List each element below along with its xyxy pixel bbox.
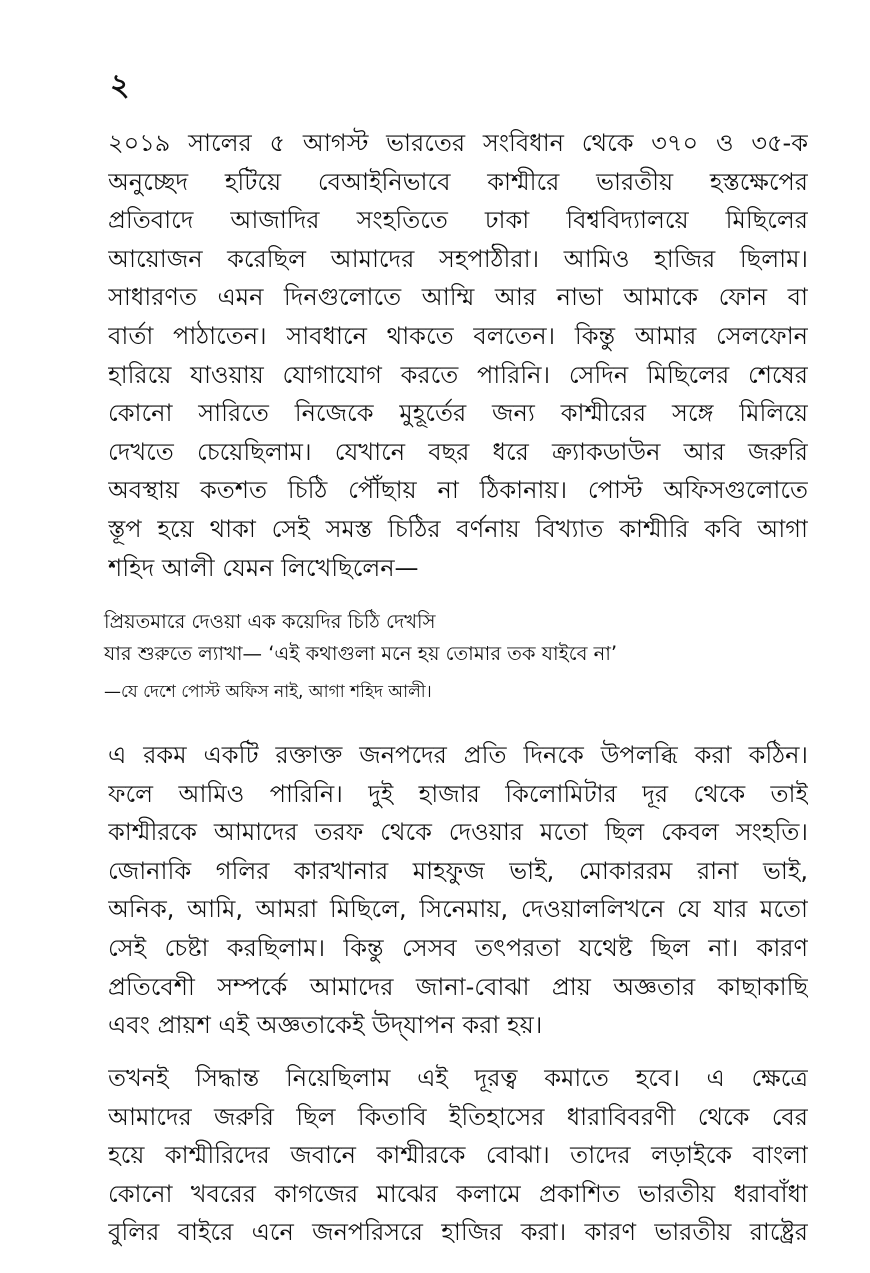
text-line: ২০১৯ সালের ৫ আগস্ট ভারতের সংবিধান থেকে ৩৭০ ও ৩৫-ক [108, 129, 808, 157]
text-line: সাধারণত এমন দিনগুলোতে আম্মি আর নাভা আমাকে ফোন বা [108, 283, 808, 312]
text-line: ফলে আমিও পারিনি। দুই হাজার কিলোমিটার দূর থেকে তাই [108, 779, 808, 808]
text-line: অবস্থায় কতশত চিঠি পৌঁছায় না ঠিকানায়। পোস্ট অফিসগুলোতে [108, 476, 808, 505]
text-line: সেই চেষ্টা করছিলাম। কিন্তু সেসব তৎপরতা যথেষ্ট ছিল না। কারণ [108, 933, 808, 962]
text-line: কোনো সারিতে নিজেকে মুহূর্তের জন্য কাশ্মীরের সঙ্গে মিলিয়ে [108, 399, 808, 428]
text-line: অনিক, আমি, আমরা মিছিলে, সিনেমায়, দেওয়াললিখনে যে যার মতো [108, 895, 808, 924]
text-line: প্রতিবেশী সম্পর্কে আমাদের জানা-বোঝা প্রায় অজ্ঞতার কাছাকাছি [108, 972, 808, 1001]
paragraph-1 [108, 124, 808, 587]
paragraph-2 [108, 736, 808, 1045]
text-line: শহিদ আলী যেমন লিখেছিলেন— [108, 553, 419, 582]
poem-quote [104, 606, 804, 706]
paragraph-3 [108, 1059, 808, 1252]
text-line: তখনই সিদ্ধান্ত নিয়েছিলাম এই দূরত্ব কমাতে হবে। এ ক্ষেত্রে [108, 1064, 808, 1092]
text-line: আয়োজন করেছিল আমাদের সহপাঠীরা। আমিও হাজির ছিলাম। [108, 244, 808, 273]
text-line: কোনো খবরের কাগজের মাঝের কলামে প্রকাশিত ভারতীয় ধরাবাঁধা [108, 1179, 808, 1208]
quote-line: যার শুরুতে ল্যাখা— ‘এই কথাগুলা মনে হয় তোমার তক যাইবে না’ [104, 642, 618, 665]
text-line: এ রকম একটি রক্তাক্ত জনপদের প্রতি দিনকে উপলব্ধি করা কঠিন। [108, 741, 808, 769]
text-line: প্রতিবাদে আজাদির সংহতিতে ঢাকা বিশ্ববিদ্যালয়ে মিছিলের [108, 206, 808, 235]
text-line: জোনাকি গলির কারখানার মাহফুজ ভাই, মোকাররম রানা ভাই, [108, 856, 808, 885]
text-line: বুলির বাইরে এনে জনপরিসরে হাজির করা। কারণ ভারতীয় রাষ্ট্রের [108, 1218, 808, 1247]
text-line: অনুচ্ছেদ হটিয়ে বেআইনিভাবে কাশ্মীরে ভারতীয় হস্তক্ষেপের [108, 167, 808, 196]
text-line: হারিয়ে যাওয়ায় যোগাযোগ করতে পারিনি। সেদিন মিছিলের শেষের [108, 360, 808, 389]
text-line: হয়ে কাশ্মীরিদের জবানে কাশ্মীরকে বোঝা। তাদের লড়াইকে বাংলা [108, 1141, 808, 1170]
text-line: দেখতে চেয়েছিলাম। যেখানে বছর ধরে ক্র্যাকডাউন আর জরুরি [108, 437, 808, 466]
text-line: আমাদের জরুরি ছিল কিতাবি ইতিহাসের ধারাবিবরণী থেকে বের [108, 1102, 808, 1131]
quote-source: —যে দেশে পোস্ট অফিস নাই, আগা শহিদ আলী। [104, 682, 432, 702]
page-number: ২ [110, 68, 130, 103]
text-line: কাশ্মীরকে আমাদের তরফ থেকে দেওয়ার মতো ছিল কেবল সংহতি। [108, 818, 808, 847]
text-line: এবং প্রায়শ এই অজ্ঞতাকেই উদ্‌যাপন করা হয়। [108, 1011, 543, 1040]
quote-line: প্রিয়তমারে দেওয়া এক কয়েদির চিঠি দেখসি [104, 610, 436, 633]
text-line: বার্তা পাঠাতেন। সাবধানে থাকতে বলতেন। কিন্তু আমার সেলফোন [108, 321, 808, 350]
text-line: স্তূপ হয়ে থাকা সেই সমস্ত চিঠির বর্ণনায় বিখ্যাত কাশ্মীরি কবি আগা [108, 514, 808, 543]
